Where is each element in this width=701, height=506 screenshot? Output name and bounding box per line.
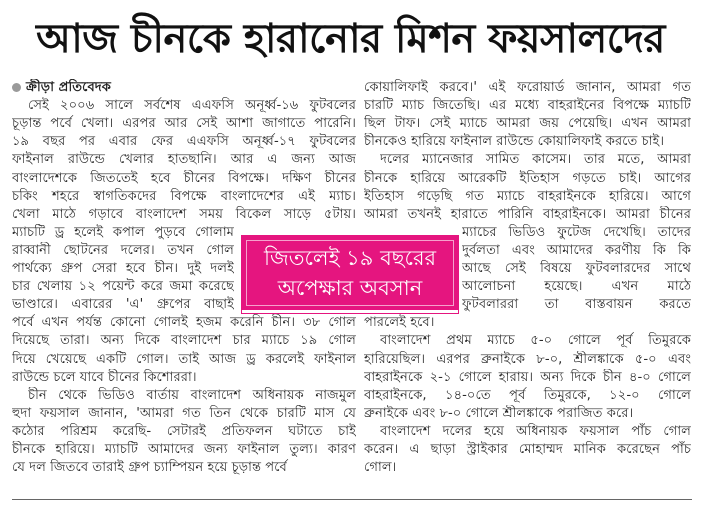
text-line: চীনকে হারিয়ে। ম্যাচটি আমাদের জন্য ফাইনাল তুল্য। কারণ: [12, 442, 356, 457]
text-line: দলের ম্যানেজার সামিত কাসেম। তার মতে, আমরা: [380, 152, 691, 168]
text-line: ম্যাচের ভিডিও ফুটেজ দেখেছি। তাদের: [462, 224, 691, 240]
text-line: রাব্বানী ছোটনের দলের। তখন গোল: [12, 242, 234, 258]
text-line: পর্বে এখন পর্যন্ত কোনো গোলই হজম করেনি চীন। ৩৮ গোল: [12, 315, 356, 331]
text-line: হারিয়েছিল। এরপর ব্রুনাইকে ৮-০, শ্রীলঙ্কাকে ৫-০ এবং: [364, 351, 691, 367]
text-line: যে দল জিতবে তারাই গ্রুপ চ্যাম্পিয়ন হয়ে চূড়ান্ত পর্বে: [12, 460, 287, 476]
text-line: ব্রুনাইকে এবং ৮-০ গোলে শ্রীলঙ্কাকে পরাজিত করে।: [364, 405, 634, 421]
text-line: ছিল টাফ। সেই ম্যাচে আমরা জয় পেয়েছি। এখন আমরা: [364, 116, 691, 132]
pull-quote-box: [242, 236, 458, 313]
text-line: চারটি ম্যাচ জিতেছি। এর মধ্যে বাহরাইনের বিপক্ষে ম্যাচটি: [364, 98, 691, 114]
text-line: চীনকেও হারিয়ে ফাইনাল রাউন্ডে কোয়ালিফাই করতে চাই।: [364, 134, 665, 150]
pull-quote-border: [246, 240, 454, 306]
text-line: বাংলাদেশকে জিততেই হবে চীনের বিপক্ষে। দক্ষিণ চীনের: [12, 170, 356, 186]
text-line: সেই ২০০৬ সালে সর্বশেষ এএফসি অনূর্ধ্ব-১৬ ফুটবলের: [28, 98, 356, 114]
text-line: চূড়ান্ত পর্বে খেলা। এরপর আর সেই আশা জাগাতে পারেনি।: [12, 116, 356, 132]
text-line: খেলা মাঠে গড়াবে বাংলাদেশ সময় বিকেল সাড়ে ৫টায়।: [12, 206, 356, 222]
text-line: কঠোর পরিশ্রম করেছি- সেটারই প্রতিফলন ঘটাতে চাই: [12, 423, 356, 439]
text-line: রাউন্ডে চলে যাবে চীনের কিশোররা।: [12, 369, 197, 385]
text-line: ইতিহাস গড়েছি গত ম্যাচে বাহরাইনকে হারিয়ে। আগে: [364, 188, 691, 204]
text-line: ম্যাচটি ড্র হলেই কপাল পুড়বে গোলাম: [12, 224, 234, 240]
headline: আজ চীনকে হারানোর মিশন ফয়সালদের: [36, 16, 665, 62]
text-line: বাহরাইনকে ২-১ গোলে হারায়। অন্য দিকে চীন ৪-০ গোলে: [364, 369, 691, 385]
text-line: বাংলাদেশ দলের হয়ে অধিনায়ক ফয়সাল পাঁচ গোল: [380, 423, 691, 439]
text-line: দিয়েছে তারা। অন্য দিকে বাংলাদেশ চার ম্যাচে ১৯ গোল: [12, 333, 356, 349]
text-line: ফুটবলাররা তা বাস্তবায়ন করতে: [462, 297, 691, 313]
text-line: চার খেলায় ১২ পয়েন্ট করে জমা করেছে: [12, 279, 234, 295]
bottom-rule: [12, 499, 692, 500]
text-line: বাহরাইনকে, ১৪-০তে পূর্ব তিমুরকে, ১২-০ গোলে: [364, 387, 691, 403]
text-line: আলোচনা হয়েছে। এখন মাঠে: [462, 279, 691, 295]
text-line: চকিং শহরে স্বাগতিকদের বিপক্ষে বাংলাদেশের এই ম্যাচ।: [12, 188, 356, 204]
text-line: চীনকে হারিয়ে আরেকটি ইতিহাস গড়তে চাই। আগের: [364, 170, 691, 186]
text-line: বাংলাদেশ প্রথম ম্যাচে ৫-০ গোলে পূর্ব তিমুরকে: [380, 333, 691, 349]
text-line: ১৯ বছর পর এবার ফের এএফসি অনূর্ধ্ব-১৭ ফুটবলের: [12, 134, 356, 150]
text-line: আমরা তখনই হারাতে পারিনি বাহরাইনকে। আমরা চীনের: [364, 206, 691, 222]
text-line: গোল।: [364, 460, 397, 476]
byline-text: ক্রীড়া প্রতিবেদক: [26, 80, 111, 95]
text-line: হুদা ফয়সাল জানান, 'আমরা গত তিন থেকে চারটি মাস যে: [12, 405, 356, 421]
text-line: আছে সেই বিষয়ে ফুটবলারদের সাথে: [462, 261, 691, 276]
byline: [12, 79, 356, 97]
text-line: পারলেই হবে।: [364, 315, 435, 331]
text-line: কোয়ালিফাই করবে।' এই ফরোয়ার্ড জানান, আমরা গত: [364, 80, 691, 95]
text-line: দুর্বলতা এবং আমাদের করণীয় কি কি: [462, 242, 691, 258]
text-line: করেন। এ ছাড়া স্ট্রাইকার মোহাম্মদ মানিক করেছেন পাঁচ: [364, 442, 691, 457]
text-line: পার্থক্যে গ্রুপ সেরা হবে চীন। দুই দলই: [12, 261, 234, 276]
pull-quote-line-2: অপেক্ষার অবসান: [277, 276, 423, 300]
text-line: চীন থেকে ভিডিও বার্তায় বাংলাদেশ অধিনায়ক নাজমুল: [28, 387, 356, 403]
text-line: দিয়ে খেয়েছে একটি গোল। তাই আজ ড্র করলেই ফাইনাল: [12, 351, 356, 367]
pull-quote-line-1: জিতলেই ১৯ বছরের: [263, 246, 437, 270]
bullet-icon: [12, 83, 21, 92]
text-line: ফাইনাল রাউন্ডে খেলার হাতছানি। আর এ জন্য আজ: [12, 152, 356, 168]
text-line: ভাণ্ডারে। এবারের 'এ' গ্রুপের বাছাই: [12, 297, 234, 313]
